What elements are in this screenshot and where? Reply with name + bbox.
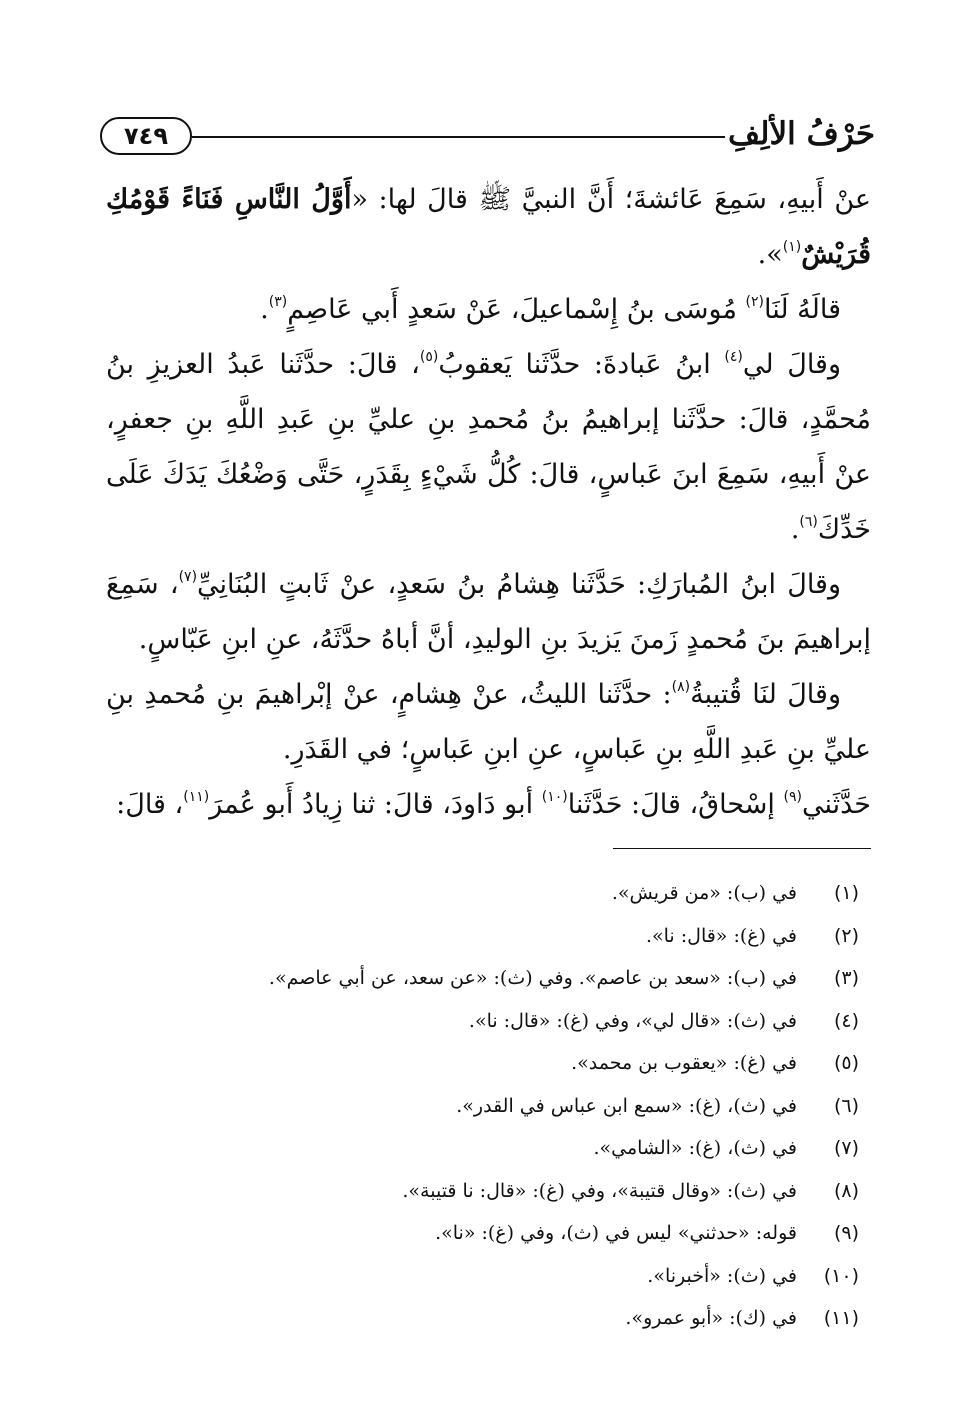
- footnote-item: [119, 1212, 859, 1255]
- footnote-number: (٣): [833, 967, 859, 989]
- text: قالَهُ لَنَا: [763, 294, 841, 325]
- footnote-ref[interactable]: (١١): [183, 789, 210, 805]
- page-header: [100, 112, 875, 162]
- footnote-ref[interactable]: (٦): [799, 514, 818, 530]
- footnote-text: في (غ): «قال: نا».: [645, 924, 797, 947]
- footnote-item: [119, 1297, 859, 1340]
- footnote-text: في (ب): «سعد بن عاصم». وفي (ث): «عن سعد، عن أبي عاصم».: [268, 967, 797, 989]
- footnote-number: (٦): [833, 1094, 859, 1117]
- footnote-text: قوله: «حدثني» ليس في (ث)، وفي (غ): «نا».: [435, 1222, 797, 1244]
- footnote-number: (١): [833, 882, 859, 904]
- text: ، قالَ:: [116, 789, 184, 820]
- footnote-text: في (ث): «وقال قتيبة»، وفي (غ): «قال: نا قتيبة».: [402, 1179, 797, 1202]
- text: وقالَ ابنُ المُبارَكِ: حَدَّثَنا هِشامُ بنُ سَعدٍ، عنْ ثَابتٍ البُنَانِيِّ: [197, 569, 841, 600]
- footnote-item: [119, 1042, 859, 1085]
- text: إسْحاقُ، قالَ: حَدَّثَنا: [567, 789, 784, 820]
- footnote-ref[interactable]: (٨): [671, 679, 691, 695]
- text: ».: [757, 239, 783, 270]
- footnote-ref[interactable]: (١٠): [541, 789, 568, 805]
- text: مُوسَى بنُ إِسْماعيلَ، عَنْ سَعدٍ أَبي عَاصِمٍ: [287, 294, 746, 325]
- hadith-text: أَوَّلُ النَّاسِ فَنَاءً قَوْمُكِ قُرَيْشٌ: [106, 184, 871, 270]
- footnote-number: (٥): [833, 1052, 859, 1074]
- text: ، سَمِعَ إبراهيمَ بنَ مُحمدٍ زَمنَ يَزيدَ بنِ الوليدِ، أنَّ أباهُ حدَّثَهُ، عنِ ابنِ عَبّاسٍ.: [106, 569, 871, 655]
- text: ابنُ عَبادةَ: حدَّثَنا يَعقوبُ: [438, 349, 725, 380]
- footnote-ref[interactable]: (٩): [783, 789, 802, 805]
- text: .: [260, 294, 269, 325]
- footnote-number: (١٠): [823, 1264, 859, 1287]
- footnote-item: [119, 1170, 859, 1213]
- footnote-text: في (ك): «أبو عمرو».: [625, 1307, 797, 1329]
- footnote-item: [119, 1127, 859, 1170]
- text: عنْ أَبيهِ، سَمِعَ عَائشةَ؛ أَنَّ النبيَّ ﷺ قالَ لها: «: [351, 184, 871, 215]
- paragraph-1: [106, 172, 871, 282]
- paragraph-5: [106, 667, 871, 777]
- chapter-title: حَرْفُ الألِفِ: [727, 116, 875, 152]
- footnote-item: [119, 915, 859, 958]
- footnote-ref[interactable]: (٢): [745, 294, 764, 310]
- footnote-number: (٧): [833, 1137, 859, 1159]
- paragraph-6: [106, 777, 871, 832]
- footnote-text: في (ث): «قال لي»، وفي (غ): «قال: نا».: [468, 1009, 797, 1032]
- footnote-item: [119, 872, 859, 915]
- text: وقالَ لنَا قُتيبةُ: [690, 679, 841, 710]
- footnote-ref[interactable]: (١): [782, 239, 802, 255]
- footnote-number: (٤): [833, 1009, 859, 1032]
- text: : حدَّثَنا الليثُ، عنْ هِشامٍ، عنْ إبْراهيمَ بنِ مُحمدِ بنِ عليِّ بنِ عَبدِ اللَّهِ بنِ عَباسٍ، عنِ ابنِ عَباسٍ؛ في القَدَرِ.: [106, 679, 871, 765]
- paragraph-2: [106, 282, 871, 337]
- footnote-text: في (ب): «من قريش».: [611, 882, 797, 904]
- footnote-number: (٢): [833, 924, 859, 947]
- footnote-ref[interactable]: (٧): [178, 569, 198, 585]
- footnote-divider: [613, 848, 871, 849]
- page-number-badge: [100, 117, 192, 155]
- text: وقالَ لي: [742, 349, 841, 380]
- footnote-item: [119, 1085, 859, 1128]
- footnote-item: [119, 1255, 859, 1298]
- text: .: [790, 514, 800, 545]
- footnote-ref[interactable]: (٤): [724, 349, 743, 365]
- text: أبو دَاودَ، قالَ: ثنا زِيادُ أَبو عُمرَ: [209, 789, 542, 820]
- footnote-text: في (ث): «أخبرنا».: [647, 1264, 797, 1287]
- text: ، قالَ: حدَّثَنا عَبدُ العزيزِ بنُ مُحمَّدٍ، قالَ: حدَّثَنا إبراهيمُ بنُ مُحمدِ بنِ عليِّ بنِ عَبدِ اللَّهِ بنِ جعفرٍ، عنْ أَبيهِ، سَمِعَ ابنَ عَباسٍ، قالَ: كُلُّ شَيْءٍ بِقَدَرٍ، حَتَّى وَضْعُكَ يَدَكَ عَلَى خَدِّكَ: [106, 349, 871, 545]
- paragraph-4: [106, 557, 871, 667]
- footnote-number: (٨): [833, 1179, 859, 1202]
- page-number: ٧٤٩: [124, 122, 168, 150]
- paragraph-3: [106, 337, 871, 557]
- header-rule: [192, 136, 725, 138]
- footnote-text: في (ث)، (غ): «الشامي».: [593, 1137, 797, 1159]
- footnotes: [119, 872, 859, 1340]
- footnote-text: في (ث)، (غ): «سمع ابن عباس في القدر».: [456, 1094, 797, 1117]
- footnote-item: [119, 1000, 859, 1043]
- footnote-number: (١١): [823, 1307, 859, 1329]
- footnote-number: (٩): [833, 1222, 859, 1244]
- footnote-ref[interactable]: (٣): [268, 294, 288, 310]
- footnote-text: في (غ): «يعقوب بن محمد».: [571, 1052, 797, 1074]
- main-text: [106, 172, 871, 832]
- text: حَدَّثَني: [801, 789, 871, 820]
- footnote-item: [119, 957, 859, 1000]
- footnote-ref[interactable]: (٥): [419, 349, 439, 365]
